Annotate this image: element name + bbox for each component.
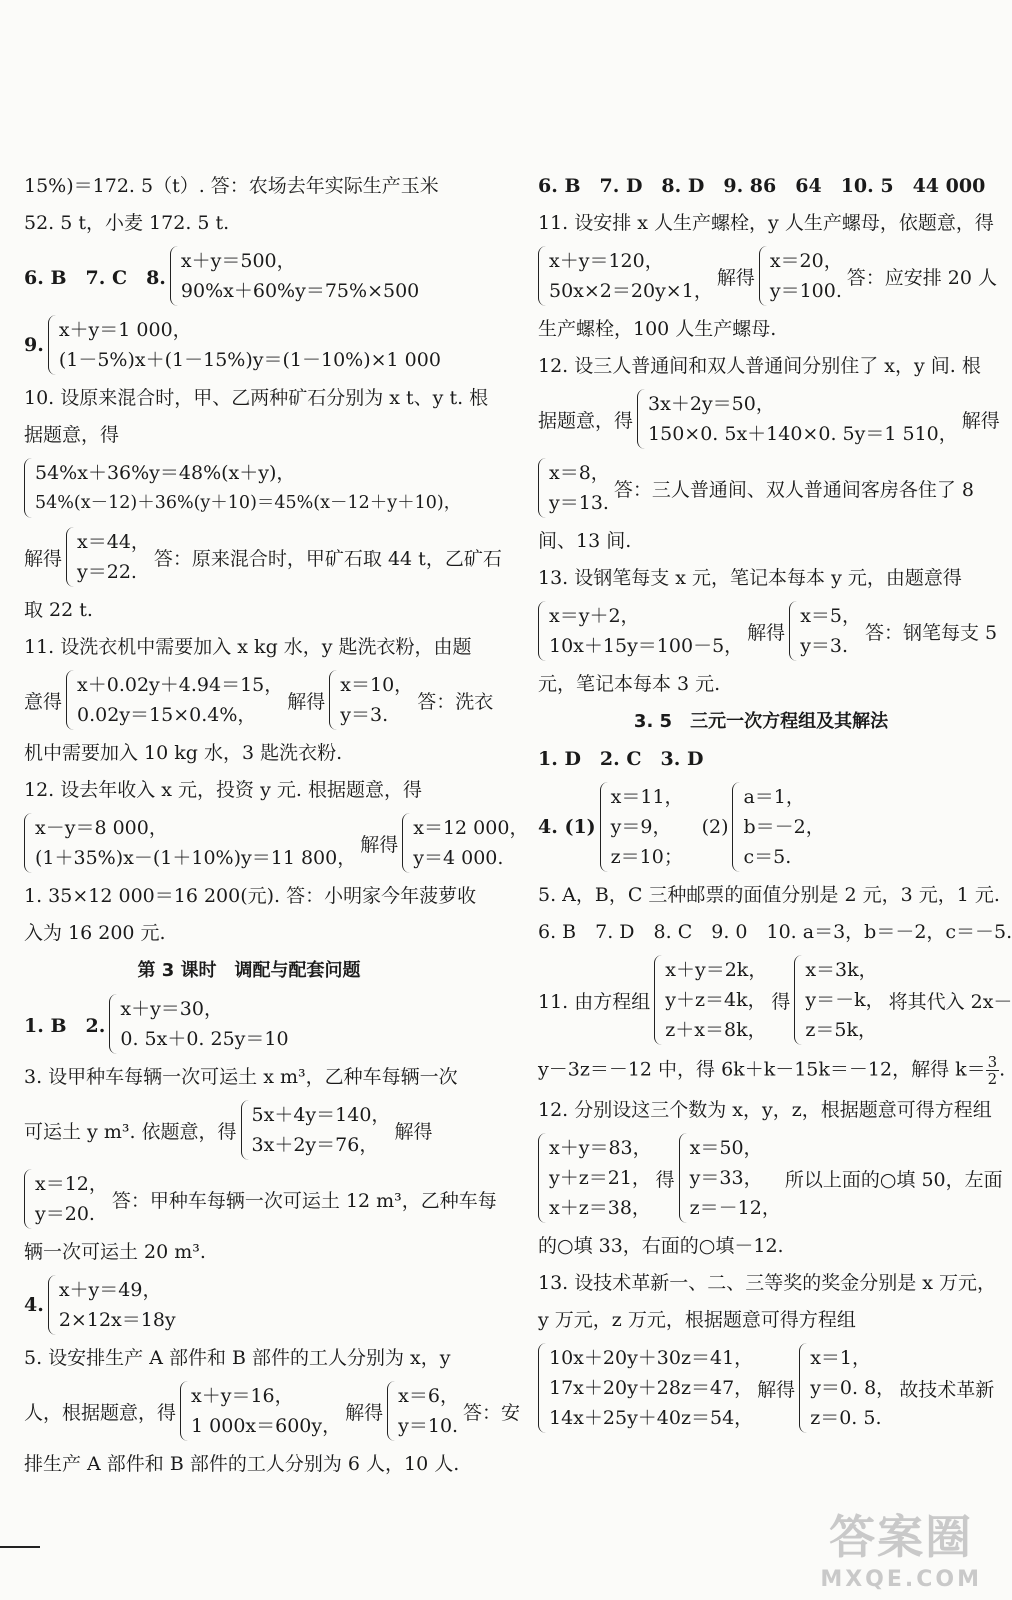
equation: y＝20. <box>35 1203 95 1225</box>
equation: 0.02y＝15×0.4%， <box>77 704 257 726</box>
text-line: 13. 设技术革新一、二、三等奖的奖金分别是 x 万元， <box>538 1272 997 1294</box>
text-line: 10. 设原来混合时，甲、乙两种矿石分别为 x t、y t. 根 <box>24 387 489 409</box>
equation: y＝4 000. <box>413 847 504 869</box>
solution-system <box>329 670 413 730</box>
equation: 2×12x＝18y <box>58 1309 176 1331</box>
solve-label: 解得 <box>757 1378 796 1401</box>
solution-system <box>387 1381 459 1441</box>
text-line: 13. 设钢笔每支 x 元，笔记本每本 y 元，由题意得 <box>538 567 962 589</box>
equation: x＝6， <box>398 1385 459 1407</box>
equation: y＝3. <box>340 704 389 726</box>
text: (2) <box>701 816 729 838</box>
answer-text: 所以上面的○填 50，左面 <box>784 1168 1003 1191</box>
equation-system <box>538 246 713 306</box>
text: 可运土 y m³. 依题意，得 <box>24 1120 237 1143</box>
watermark <box>820 1501 982 1592</box>
answer-10-solution <box>24 527 502 587</box>
text-line: y 万元，z 万元，根据题意可得方程组 <box>538 1309 856 1331</box>
equation: 150×0. 5x＋140×0. 5y＝1 510， <box>648 423 958 445</box>
answer-12-solution <box>538 458 984 518</box>
text-line: 3. 设甲种车每辆一次可运土 x m³，乙种车每辆一次 <box>24 1066 458 1088</box>
text-line: 52. 5 t，小麦 172. 5 t. <box>24 212 230 234</box>
equation: z＋x＝8k， <box>665 1019 767 1041</box>
solve-label: 解得 <box>394 1120 433 1143</box>
answer-text: 答：原来混合时，甲矿石取 44 t，乙矿石 <box>153 547 502 570</box>
answer-12-system <box>538 389 1000 449</box>
solve-label: 解得 <box>360 833 399 856</box>
equation: 10x＋15y＝100－5， <box>549 635 744 657</box>
equation: x＝50， <box>689 1137 763 1159</box>
equation: x＋y＝16， <box>191 1385 294 1407</box>
solution-system <box>732 782 824 872</box>
answer-numbers: 1. B 2. <box>24 1014 106 1037</box>
text: 据题意，得 <box>538 409 634 432</box>
answer-11-system <box>538 246 998 306</box>
equation: 10x＋20y＋30z＝41， <box>549 1347 754 1369</box>
watermark-url: MXQE.COM <box>820 1567 982 1592</box>
text-line: 入为 16 200 元. <box>24 922 166 944</box>
text-line: 6. B 7. D 8. C 9. 0 10. a＝3，b＝－2，c＝－5. <box>538 921 1012 943</box>
equation: x－y＝8 000， <box>35 817 168 839</box>
equation: x＝11， <box>610 786 684 808</box>
equation-system <box>48 1275 176 1335</box>
equation: 1 000x＝600y， <box>191 1415 342 1437</box>
question-number: 4. (1) <box>538 816 596 838</box>
equation-system <box>637 389 958 449</box>
answer-s35-13 <box>538 1343 995 1433</box>
section-heading: 第 3 课时 调配与配套问题 <box>137 960 361 981</box>
text-line: 排生产 A 部件和 B 部件的工人分别为 6 人，10 人. <box>24 1453 460 1475</box>
equation: x＝y＋2， <box>549 605 640 627</box>
equation: 90%x＋60%y＝75%×500 <box>180 280 420 302</box>
equation: x＝10， <box>340 674 414 696</box>
answer-s3-5-system <box>24 1381 520 1441</box>
equation: x＋y＝120， <box>549 250 664 272</box>
equation-system <box>48 315 441 375</box>
equation: y＋z＝21， <box>549 1167 651 1189</box>
fraction-denominator: 2 <box>987 1070 998 1088</box>
solution-system <box>24 1169 108 1229</box>
solve-label: 解得 <box>345 1401 384 1424</box>
equation-system <box>109 994 288 1054</box>
equation: x＝12 000， <box>413 817 529 839</box>
equation: 3x＋2y＝76， <box>251 1134 379 1156</box>
equation: y＝－k， <box>805 989 885 1011</box>
equation-system <box>538 601 743 661</box>
equation: x＋y＝2k， <box>665 959 768 981</box>
equation-system <box>24 813 356 873</box>
equation-system <box>538 1133 652 1223</box>
equation: 5x＋4y＝140， <box>251 1104 391 1126</box>
equation: y＝3. <box>800 635 849 657</box>
equation: 54%(x－12)＋36%(y＋10)＝45%(x－12＋y＋10)， <box>35 493 462 513</box>
equation-system <box>241 1100 391 1160</box>
equation-system <box>170 246 419 306</box>
equation: 14x＋25y＋40z＝54， <box>549 1407 754 1429</box>
equation: 17x＋20y＋28z＝47， <box>549 1377 754 1399</box>
equation: (1＋35%)x－(1＋10%)y＝11 800， <box>35 847 357 869</box>
equation: 50x×2＝20y×1， <box>549 280 713 302</box>
equation: y＝22. <box>77 561 137 583</box>
equation: 54%x＋36%y＝48%(x＋y)， <box>35 462 296 484</box>
equation-system <box>538 1343 753 1433</box>
equation: y＝13. <box>549 492 609 514</box>
solution-system <box>789 601 861 661</box>
equation: x＝12， <box>35 1173 108 1195</box>
equation: y＝0. 8， <box>810 1377 896 1399</box>
fraction <box>986 1054 1000 1087</box>
text: . <box>999 1058 1006 1081</box>
equation: x＋y＝83， <box>549 1137 652 1159</box>
equation: x＝8， <box>549 462 610 484</box>
text-line: 元，笔记本每本 3 元. <box>538 673 721 695</box>
text-line: 的○填 33，右面的○填－12. <box>538 1235 784 1257</box>
text-line: 11. 设安排 x 人生产螺栓，y 人生产螺母，依题意，得 <box>538 212 994 234</box>
equation: a＝1， <box>743 786 805 808</box>
solution-system <box>66 527 150 587</box>
solution-system <box>794 955 884 1045</box>
text-line: 机中需要加入 10 kg 水，3 匙洗衣粉. <box>24 742 343 764</box>
text-line: 辆一次可运土 20 m³. <box>24 1241 206 1263</box>
text-line: 6. B 7. D 8. D 9. 86 64 10. 5 44 000 <box>538 175 986 197</box>
answer-text: 答：甲种车每辆一次可运土 12 m³，乙种车每 <box>111 1189 497 1212</box>
equation: x＋z＝38， <box>549 1197 651 1219</box>
equation: y＝10. <box>398 1415 459 1437</box>
equation: z＝－12， <box>689 1197 781 1219</box>
text-line <box>538 1053 1006 1088</box>
text: y－3z＝－12 中，得 6k＋k－15k＝－12，解得 k＝ <box>538 1058 986 1081</box>
solve-label: 解得 <box>24 547 63 570</box>
text-line: 12. 设三人普通间和双人普通间分别住了 x，y 间. 根 <box>538 355 981 377</box>
watermark-logo-text: 答案圈 <box>829 1510 974 1564</box>
text-line: 5. 设安排生产 A 部件和 B 部件的工人分别为 x，y <box>24 1347 451 1369</box>
text: 得 <box>655 1168 675 1191</box>
answer-text: 答：应安排 20 人 <box>846 266 998 289</box>
equation: x＝3k， <box>805 959 878 981</box>
solution-system <box>402 813 528 873</box>
equation: z＝0. 5. <box>810 1407 882 1429</box>
solution-system <box>538 458 610 518</box>
equation: x＋y＝49， <box>58 1279 162 1301</box>
question-number: 4. <box>24 1294 44 1316</box>
solution-system <box>759 246 843 306</box>
answer-11-system <box>24 670 494 730</box>
answer-numbers: 6. B 7. C 8. <box>24 266 166 289</box>
text: 11. 由方程组 <box>538 990 651 1013</box>
text-line: 据题意，得 <box>24 424 120 446</box>
equation: x＋y＝1 000， <box>58 319 192 341</box>
section-heading: 3. 5 三元一次方程组及其解法 <box>633 711 889 732</box>
answer-text: 故技术革新 <box>899 1378 995 1401</box>
answer-s3-3-system <box>24 1100 474 1160</box>
equation: x＋y＝500， <box>180 250 296 272</box>
equation: c＝5. <box>743 846 792 868</box>
text: 人，根据题意，得 <box>24 1401 177 1424</box>
text-line: 取 22 t. <box>24 599 93 621</box>
answer-text: 答：安 <box>462 1401 520 1424</box>
answer-s35-11 <box>538 955 1012 1045</box>
text-line: 12. 设去年收入 x 元，投资 y 元. 根据题意，得 <box>24 779 422 801</box>
answer-s3-1-2 <box>24 994 474 1054</box>
equation: x＝5， <box>800 605 861 627</box>
text: 得 <box>771 990 791 1013</box>
answer-10-system <box>24 458 474 518</box>
answer-6-8 <box>24 246 474 306</box>
solve-label: 解得 <box>287 690 326 713</box>
equation: x＝1， <box>810 1347 871 1369</box>
equation: x＝20， <box>769 250 843 272</box>
equation: (1－5%)x＋(1－15%)y＝(1－10%)×1 000 <box>58 349 441 371</box>
equation: b＝－2， <box>743 816 825 838</box>
text-line: 间、13 间. <box>538 530 632 552</box>
solve-label: 解得 <box>747 621 786 644</box>
text: 意得 <box>24 690 63 713</box>
answer-13-system <box>538 601 998 661</box>
answer-text: 答：钢笔每支 5 <box>865 621 998 644</box>
equation: x＋y＝30， <box>120 998 223 1020</box>
equation: y＝33， <box>689 1167 763 1189</box>
solve-label: 解得 <box>961 409 1000 432</box>
equation-system <box>24 458 461 518</box>
equation: z＝5k， <box>805 1019 877 1041</box>
text-line: 15%)＝172. 5（t）. 答：农场去年实际生产玉米 <box>24 175 439 197</box>
answer-s35-4 <box>538 782 984 872</box>
text-line: 1. D 2. C 3. D <box>538 748 704 770</box>
equation: x＝44， <box>77 531 150 553</box>
answer-s3-4 <box>24 1275 474 1335</box>
text-line: 1. 35×12 000＝16 200(元). 答：小明家今年菠萝收 <box>24 885 477 907</box>
fraction-numerator: 3 <box>987 1053 998 1071</box>
right-column <box>538 172 1012 1442</box>
equation: 0. 5x＋0. 25y＝10 <box>120 1028 289 1050</box>
solution-system <box>799 1343 895 1433</box>
answer-9 <box>24 315 474 375</box>
answer-text: 答：三人普通间、双人普通间客房各住了 8 <box>613 478 974 501</box>
equation: 3x＋2y＝50， <box>648 393 775 415</box>
equation: y＝9， <box>610 816 672 838</box>
question-number: 9. <box>24 334 44 356</box>
solution-system <box>679 1133 781 1223</box>
text-line: 生产螺栓，100 人生产螺母. <box>538 318 777 340</box>
equation: x＋0.02y＋4.94＝15， <box>77 674 284 696</box>
text-line: 11. 设洗衣机中需要加入 x kg 水，y 匙洗衣粉，由题 <box>24 636 472 658</box>
answer-12-system <box>24 813 529 873</box>
answer-text: 将其代入 2x－ <box>888 990 1012 1013</box>
answer-text: 答：洗衣 <box>417 690 494 713</box>
answer-s3-3-solution <box>24 1169 497 1229</box>
page-number-rule <box>0 1546 40 1548</box>
equation-system <box>66 670 283 730</box>
left-column <box>24 172 529 1487</box>
equation: z＝10； <box>610 846 683 868</box>
text-line: 5. A，B，C 三种邮票的面值分别是 2 元，3 元，1 元. <box>538 884 1000 906</box>
solve-label: 解得 <box>716 266 755 289</box>
equation: y＋z＝4k， <box>665 989 767 1011</box>
text-line: 12. 分别设这三个数为 x，y，z，根据题意可得方程组 <box>538 1099 992 1121</box>
equation-system <box>180 1381 341 1441</box>
equation: y＝100. <box>769 280 842 302</box>
equation-system <box>654 955 767 1045</box>
answer-s35-12 <box>538 1133 1003 1223</box>
solution-system <box>600 782 684 872</box>
